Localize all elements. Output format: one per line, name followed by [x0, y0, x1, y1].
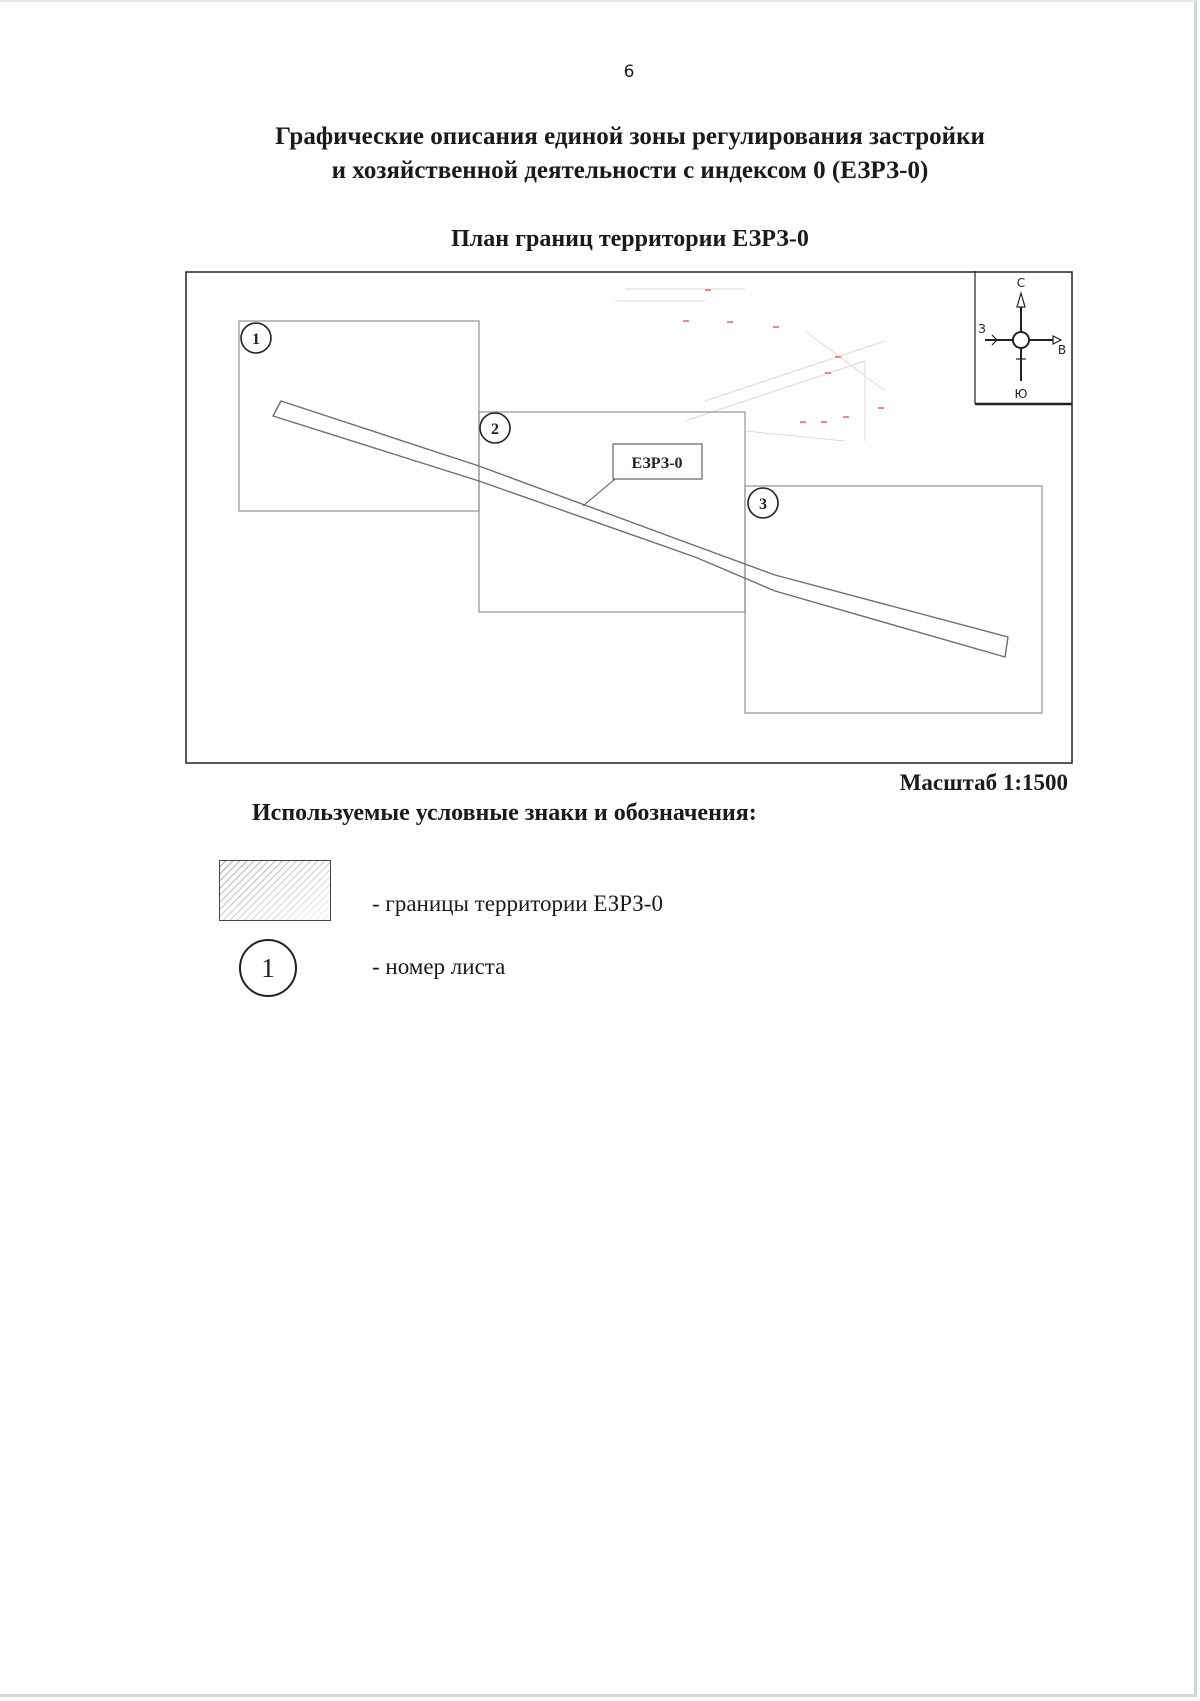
compass-south-label: Ю [1014, 387, 1028, 401]
legend-sheet-number-label: 1 [261, 953, 275, 983]
compass-west-label: З [978, 322, 986, 336]
sheet-3-number: 3 [759, 496, 767, 513]
document-title [140, 120, 1120, 188]
zone-label-leader [583, 479, 615, 506]
zone-boundary [273, 401, 1008, 657]
plan-title: План границ территории ЕЗРЗ-0 [451, 226, 809, 252]
legend-item-sheet-number-text: - номер листа [372, 954, 506, 979]
sheet-2-outline [479, 412, 745, 612]
sheet-3-outline [745, 486, 1042, 713]
legend-item-boundary-text: - границы территории ЕЗРЗ-0 [372, 891, 663, 916]
compass-north-label: С [1016, 276, 1026, 290]
boundary-plan-map [185, 271, 1073, 764]
page-number: 6 [623, 62, 635, 82]
map-frame [186, 272, 1072, 763]
legend-hatched-swatch [219, 860, 331, 921]
compass-rose [975, 271, 1072, 404]
zone-label: ЕЗРЗ-0 [631, 455, 683, 472]
sheet-2-number: 2 [491, 421, 499, 438]
compass-east-label: В [1057, 343, 1067, 357]
legend-title: Используемые условные знаки и обозначения: [252, 800, 757, 826]
title-line-1: Графические описания единой зоны регулирования застройки [275, 123, 985, 150]
background-traces [615, 289, 885, 441]
title-line-2: и хозяйственной деятельности с индексом 0 (ЕЗРЗ-0) [331, 157, 929, 184]
map-scale: Масштаб 1:1500 [899, 770, 1068, 795]
sheet-1-number: 1 [252, 331, 260, 348]
background-marks [683, 289, 884, 423]
